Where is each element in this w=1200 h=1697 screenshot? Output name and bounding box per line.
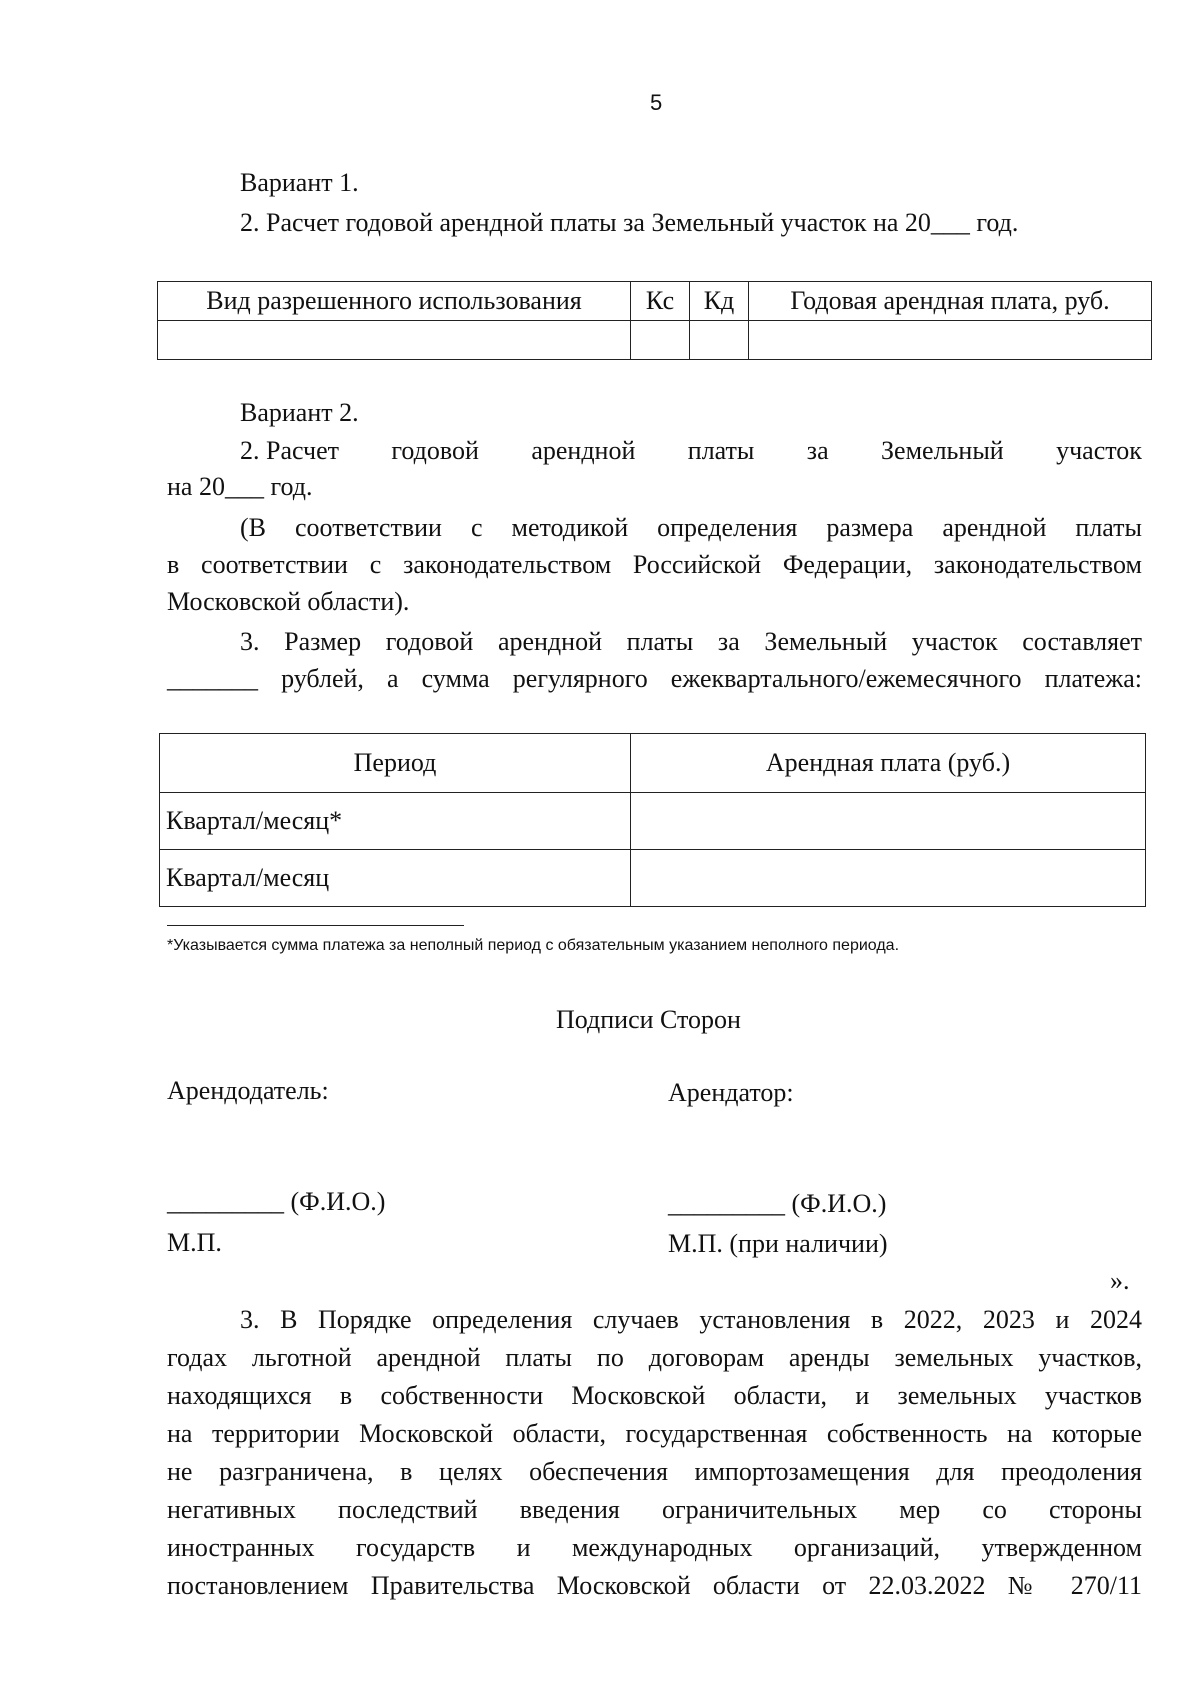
lessee-stamp: М.П. (при наличии): [668, 1229, 888, 1258]
table-header-cell: Кд: [690, 282, 749, 321]
section3-line: 3. В Порядке определения случаев установления в 2022, 2023 и 2024: [240, 1305, 1142, 1334]
section3-line: негативных последствий введения ограничительных мер со стороны: [167, 1495, 1142, 1524]
table-header-cell: Период: [160, 734, 631, 793]
method-line3: Московской области).: [167, 587, 410, 616]
table-cell: Квартал/месяц: [160, 850, 631, 907]
closing-quote: ».: [1110, 1266, 1130, 1295]
table-cell: Квартал/месяц*: [160, 793, 631, 850]
section3-line: находящихся в собственности Московской области, и земельных участков: [167, 1381, 1142, 1410]
table-cell: [158, 321, 631, 360]
table-header-cell: Вид разрешенного использования: [158, 282, 631, 321]
footnote: *Указывается сумма платежа за неполный период с обязательным указанием неполного периода.: [167, 937, 900, 954]
variant1-rent-table: [157, 281, 1152, 360]
word: годовой: [391, 436, 479, 465]
variant2-heading-line1: [240, 433, 1142, 469]
section3-line: годах льготной арендной платы по договорам аренды земельных участков,: [167, 1343, 1142, 1372]
table-header-row: [160, 734, 1146, 793]
variant2-title: Вариант 2.: [240, 398, 359, 427]
lessor-label: Арендодатель:: [167, 1076, 329, 1105]
lessor-signature-line: _________ (Ф.И.О.): [167, 1187, 386, 1216]
word: 2. Расчет: [240, 436, 339, 465]
lessee-label: Арендатор:: [668, 1078, 794, 1107]
word: участок: [1056, 436, 1142, 465]
table-cell: [631, 321, 690, 360]
section3-line: постановлением Правительства Московской области от 22.03.2022 № 270/11: [167, 1571, 1142, 1600]
page-number: 5: [650, 90, 663, 115]
table-cell: [690, 321, 749, 360]
method-line2: в соответствии с законодательством Российской Федерации, законодательством: [167, 550, 1142, 579]
table-row: [160, 793, 1146, 850]
variant2-heading-line2: на 20___ год.: [167, 472, 313, 501]
signatures-title: Подписи Сторон: [556, 1005, 741, 1034]
variant1-heading: 2. Расчет годовой арендной платы за Земельный участок на 20___ год.: [240, 208, 1019, 237]
table-header-cell: Арендная плата (руб.): [631, 734, 1146, 793]
table-header-cell: Годовая арендная плата, руб.: [749, 282, 1152, 321]
lessee-signature-line: _________ (Ф.И.О.): [668, 1189, 887, 1218]
table-cell: [749, 321, 1152, 360]
table-cell: [631, 850, 1146, 907]
variant2-period-table: [159, 733, 1146, 907]
footnote-divider: [167, 925, 464, 926]
lessor-stamp: М.П.: [167, 1228, 222, 1257]
word: за: [806, 436, 829, 465]
section3-line: на территории Московской области, государственная собственность на которые: [167, 1419, 1142, 1448]
method-line1: (В соответствии с методикой определения размера арендной платы: [240, 513, 1142, 542]
section3-line: иностранных государств и международных организаций, утвержденном: [167, 1533, 1142, 1562]
section3-line: не разграничена, в целях обеспечения импортозамещения для преодоления: [167, 1457, 1142, 1486]
table-row: [158, 321, 1152, 360]
table-header-row: [158, 282, 1152, 321]
table-header-cell: Кс: [631, 282, 690, 321]
table-cell: [631, 793, 1146, 850]
size-line2: _______ рублей, а сумма регулярного ежеквартального/ежемесячного платежа:: [167, 664, 1142, 693]
size-line1: 3. Размер годовой арендной платы за Земельный участок составляет: [240, 627, 1142, 656]
variant1-title: Вариант 1.: [240, 168, 359, 197]
table-row: [160, 850, 1146, 907]
word: арендной: [531, 436, 636, 465]
word: Земельный: [881, 436, 1004, 465]
word: платы: [687, 436, 755, 465]
